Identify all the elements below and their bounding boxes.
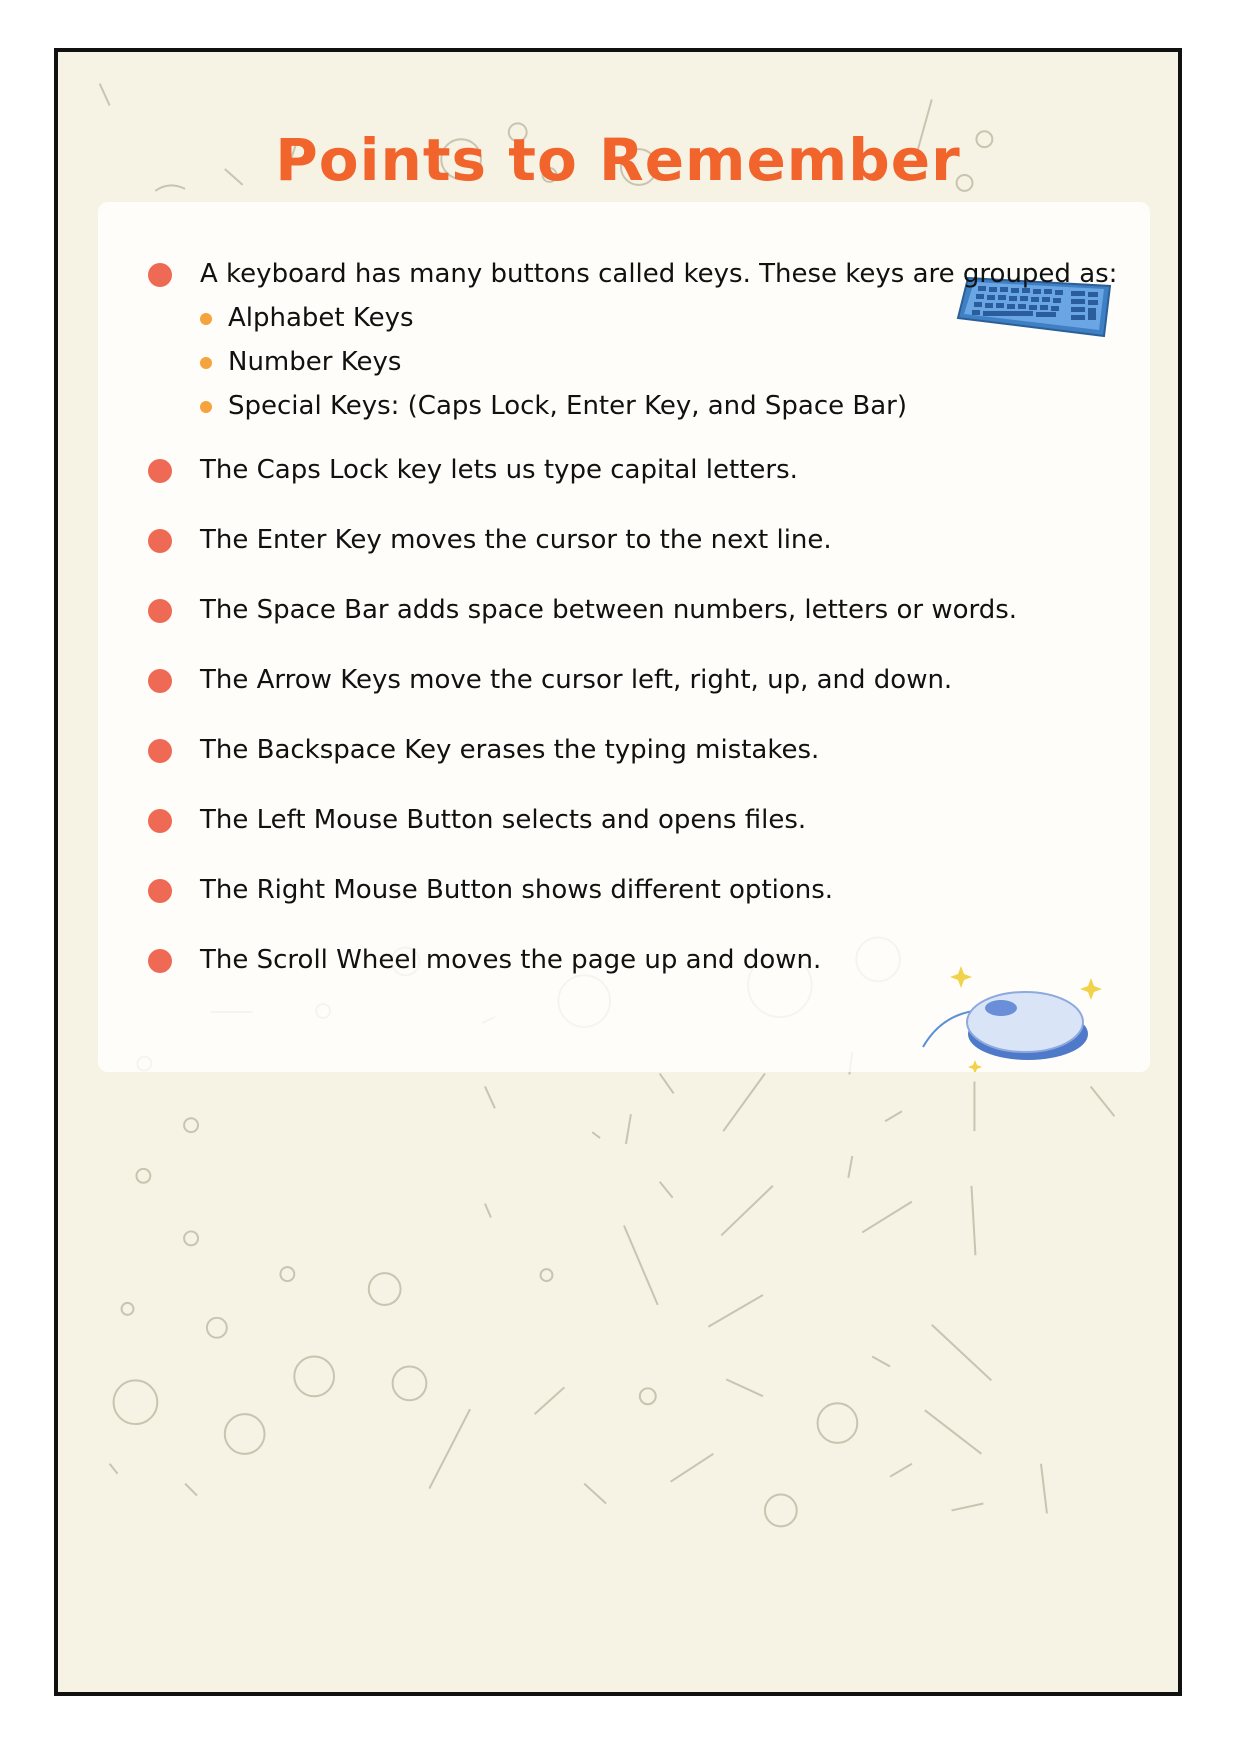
list-item — [148, 873, 1148, 907]
list-item — [148, 257, 1148, 291]
page-title: Points to Remember — [275, 126, 961, 194]
point-text: The Left Mouse Button selects and opens files. — [200, 805, 807, 835]
bullet-icon — [148, 949, 172, 973]
list-item — [148, 733, 1148, 767]
list-item — [148, 523, 1148, 557]
bullet-icon — [148, 529, 172, 553]
point-text: The Caps Lock key lets us type capital letters. — [200, 455, 798, 485]
point-text: A keyboard has many buttons called keys. These keys are grouped as: — [200, 259, 1118, 289]
bullet-icon — [148, 459, 172, 483]
list-item — [148, 453, 1148, 487]
list-item — [148, 593, 1148, 627]
point-text: The Space Bar adds space between numbers, letters or words. — [200, 595, 1018, 625]
point-text: The Right Mouse Button shows different options. — [200, 875, 834, 905]
sub-bullet-icon — [200, 357, 212, 369]
bullet-icon — [148, 809, 172, 833]
point-text: The Scroll Wheel moves the page up and down. — [200, 945, 822, 975]
bullet-icon — [148, 879, 172, 903]
bullet-icon — [148, 599, 172, 623]
sub-bullet-icon — [200, 313, 212, 325]
bullet-icon — [148, 263, 172, 287]
subpoint-text: Special Keys: (Caps Lock, Enter Key, and Space Bar) — [228, 391, 908, 421]
mouse-illustration-icon — [913, 952, 1113, 1072]
sub-list-item — [200, 301, 1148, 335]
list-item — [148, 803, 1148, 837]
point-text: The Enter Key moves the cursor to the next line. — [200, 525, 832, 555]
point-text: The Backspace Key erases the typing mistakes. — [200, 735, 820, 765]
points-list — [148, 257, 1148, 977]
page-frame — [54, 48, 1182, 1696]
bullet-icon — [148, 739, 172, 763]
bullet-icon — [148, 669, 172, 693]
point-text: The Arrow Keys move the cursor left, right, up, and down. — [200, 665, 953, 695]
sub-list-item — [200, 345, 1148, 379]
subpoint-text: Number Keys — [228, 347, 402, 377]
list-item — [148, 663, 1148, 697]
sub-bullet-icon — [200, 401, 212, 413]
sub-list-item — [200, 389, 1148, 423]
subpoint-text: Alphabet Keys — [228, 303, 414, 333]
